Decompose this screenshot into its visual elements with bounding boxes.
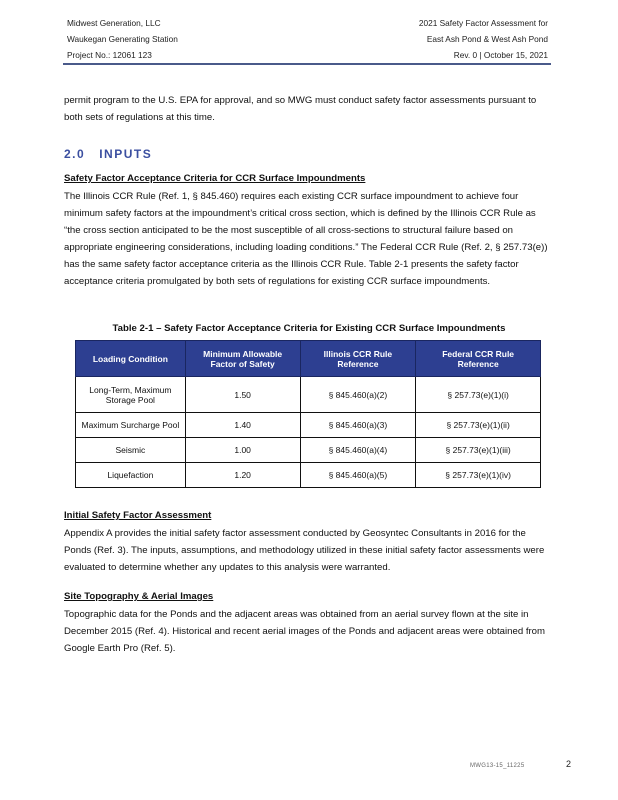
cell-loading-condition: Seismic: [76, 438, 186, 463]
cell-min-factor: 1.00: [185, 438, 300, 463]
col-header-federal-ref: Federal CCR Rule Reference: [416, 341, 541, 377]
col-header-loading-condition: Loading Condition: [76, 341, 186, 377]
subsection-heading-initial-assessment: Initial Safety Factor Assessment: [64, 510, 212, 521]
header-divider: [63, 63, 551, 65]
company-name: Midwest Generation, LLC: [67, 18, 161, 28]
section-heading: [64, 147, 152, 161]
cell-federal-ref: § 257.73(e)(1)(i): [416, 377, 541, 413]
revision-date: Rev. 0 | October 15, 2021: [453, 50, 548, 60]
table-row: [76, 463, 541, 488]
cell-loading-condition: Maximum Surcharge Pool: [76, 413, 186, 438]
criteria-table: [75, 340, 541, 488]
cell-min-factor: 1.40: [185, 413, 300, 438]
header-left: [67, 15, 178, 63]
header-right: [419, 15, 548, 63]
cell-loading-condition: Liquefaction: [76, 463, 186, 488]
table-header-row: [76, 341, 541, 377]
cell-federal-ref: § 257.73(e)(1)(iv): [416, 463, 541, 488]
cell-min-factor: 1.50: [185, 377, 300, 413]
report-subject: East Ash Pond & West Ash Pond: [426, 34, 548, 44]
col-header-min-factor: Minimum Allowable Factor of Safety: [185, 341, 300, 377]
initial-assessment-paragraph: Appendix A provides the initial safety factor assessment conducted by Geosyntec Consultants in 2016 for the Ponds (Ref. 3). The inputs, assumptions, and methodology utilized in these initial safety factor assessments were evaluated to determine whether any updates to this analysis were warranted.: [64, 528, 545, 573]
criteria-paragraph: The Illinois CCR Rule (Ref. 1, § 845.460) requires each existing CCR surface impoundment to achieve four minimum safety factors at the impoundment’s critical cross section, which is defined by the Illinois CCR Rule as “the cross section anticipated to be the most susceptible of all cross-sections to structural failure based on appropriate engineering considerations, including loading conditions.” The Federal CCR Rule (Ref. 2, § 257.73(e)) has the same safety factor acceptance criteria as the Illinois CCR Rule. Table 2-1 presents the safety factor acceptance criteria promulgated by both sets of regulations for existing CCR surface impoundments.: [64, 191, 548, 287]
cell-illinois-ref: § 845.460(a)(4): [300, 438, 416, 463]
report-title: 2021 Safety Factor Assessment for: [418, 18, 548, 28]
subsection-heading-criteria: Safety Factor Acceptance Criteria for CCR Surface Impoundments: [64, 173, 366, 184]
section-number: 2.0: [64, 147, 86, 161]
table-row: [76, 438, 541, 463]
table-row: [76, 413, 541, 438]
table-row: [76, 377, 541, 413]
footer-document-code: MWG13-15_11225: [470, 763, 525, 769]
col-header-illinois-ref: Illinois CCR Rule Reference: [300, 341, 416, 377]
page-number: 2: [566, 759, 572, 769]
topography-paragraph: Topographic data for the Ponds and the adjacent areas was obtained from an aerial survey flown at the site in December 2015 (Ref. 4). Historical and recent aerial images of the Ponds and adjacent areas were obtained from Google Earth Pro (Ref. 5).: [64, 609, 546, 654]
subsection-heading-topography: Site Topography & Aerial Images: [64, 591, 214, 602]
project-number: Project No.: 12061 123: [67, 50, 152, 60]
cell-federal-ref: § 257.73(e)(1)(iii): [416, 438, 541, 463]
table-caption: Table 2-1 – Safety Factor Acceptance Criteria for Existing CCR Surface Impoundments: [112, 323, 506, 334]
cell-illinois-ref: § 845.460(a)(5): [300, 463, 416, 488]
cell-min-factor: 1.20: [185, 463, 300, 488]
section-title: INPUTS: [99, 147, 153, 161]
cell-federal-ref: § 257.73(e)(1)(ii): [416, 413, 541, 438]
station-name: Waukegan Generating Station: [67, 34, 178, 44]
cell-loading-condition: Long-Term, Maximum Storage Pool: [76, 377, 186, 413]
cell-illinois-ref: § 845.460(a)(3): [300, 413, 416, 438]
intro-paragraph: permit program to the U.S. EPA for approval, and so MWG must conduct safety factor assessments pursuant to both sets of regulations at this time.: [64, 95, 537, 123]
cell-illinois-ref: § 845.460(a)(2): [300, 377, 416, 413]
